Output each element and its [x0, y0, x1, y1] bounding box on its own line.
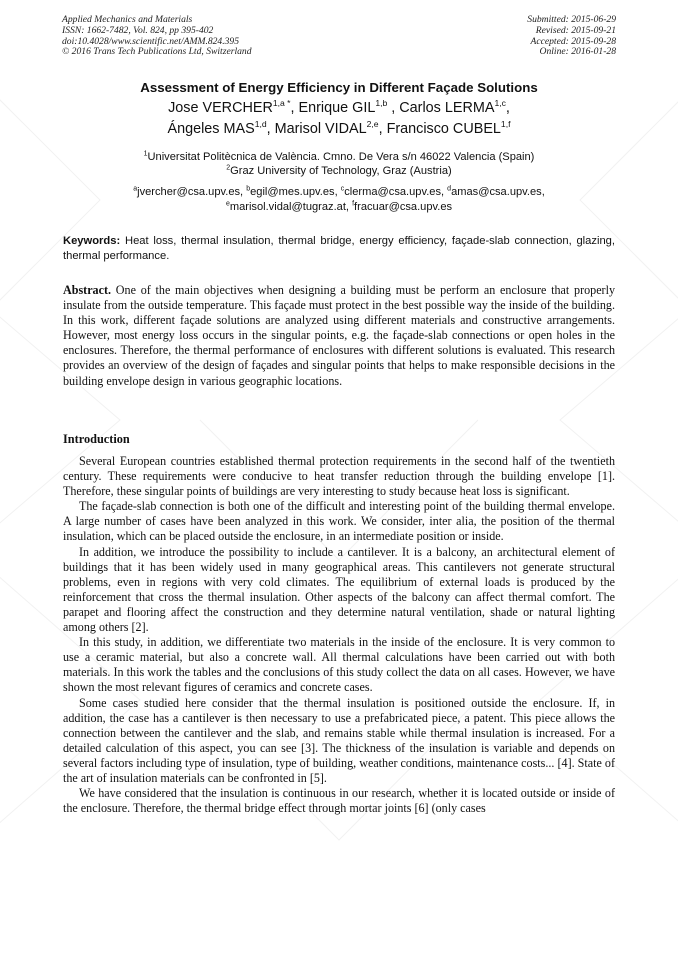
- author-sup: 1,b: [375, 98, 388, 109]
- author-name: Marisol VIDAL: [274, 121, 367, 137]
- affiliation-1: [0, 151, 678, 163]
- email-line-2: $^e$marisol.vidal@tugraz.at, $^f$fracuar@csa.upv.es: [225, 200, 453, 213]
- email-sup: a: [133, 185, 138, 193]
- author-name: Carlos LERMA: [399, 100, 495, 116]
- email-link[interactable]: amas@csa.upv.es: [451, 186, 542, 198]
- body-paragraph: In addition, we introduce the possibility to include a cantilever. It is a balcony, an architectural element of buildings that it has been widely used in many geographical areas. This cantilevers not generate structural problems, even in regions with very cold climates. The equilibrium of external loads is produced by the reinforcement that cross the thermal insulation. Other aspects of the balcony can affect thermal comfort. The parapet and flooring affect the construction and they determine natural ventilation, shade or natural lighting among others [2].: [63, 544, 615, 635]
- author-separator: ,: [387, 100, 400, 116]
- body-paragraph: In this study, in addition, we differentiate two materials in the inside of the enclosure. It is very common to use a ceramic material, but also a concrete wall. All thermal calculations have been carried out with both materials. In this work the tables and the conclusions of this study collect the data on all cases. However, we have shown the most relevant figures of ceramics and concrete cases.: [63, 635, 615, 695]
- email-sup: e: [225, 200, 230, 208]
- abstract-block: [63, 283, 615, 389]
- affiliation-sup: 1: [143, 150, 148, 158]
- author-name: Ángeles MAS: [167, 121, 255, 137]
- abstract-label: Abstract.: [63, 283, 112, 297]
- introduction-body: [63, 454, 615, 816]
- author-name: Jose VERCHER: [168, 100, 273, 116]
- affiliation-2: [0, 165, 678, 177]
- author-separator: ,: [266, 121, 275, 137]
- email-link[interactable]: egil@mes.upv.es: [250, 186, 335, 198]
- author-sup: 1,c: [494, 98, 506, 109]
- body-paragraph: We have considered that the insulation is continuous in our research, whether it is located outside or inside of the enclosure. Therefore, the thermal bridge effect through mortar joints [6] (only cases: [63, 786, 615, 816]
- journal-issn: ISSN: 1662-7482, Vol. 824, pp 395-402: [62, 24, 214, 36]
- author-line-2: [0, 121, 678, 137]
- affiliation-sup: 2: [226, 164, 231, 172]
- date-online: Online: 2016-01-28: [539, 46, 616, 58]
- email-sup: d: [447, 185, 452, 193]
- author-name: Francisco CUBEL: [386, 121, 501, 137]
- date-accepted: Accepted: 2015-09-28: [530, 35, 616, 47]
- keywords-label: Keywords:: [63, 235, 121, 247]
- paper-title: Assessment of Energy Efficiency in Different Façade Solutions: [140, 80, 538, 95]
- author-sup: 2,e: [366, 119, 379, 130]
- email-link[interactable]: clerma@csa.upv.es: [344, 186, 441, 198]
- author-name: Enrique GIL: [298, 100, 376, 116]
- affiliation-text: Universitat Politècnica de València. Cmno. De Vera s/n 46022 Valencia (Spain): [147, 151, 535, 163]
- abstract-text: One of the main objectives when designing a building must be perform an enclosure that properly insulate from the outside temperature. This façade must protect in the best possible way the inside of the building. In this work, different façade solutions are analyzed using different materials and constructive arrangements. However, most energy loss occurs in the singular points, e.g. the façade-slab connections or open holes in the enclosures. Therefore, the thermal performance of enclosures with different solutions is evaluated. This research provides an overview of the design of façades and singular points that helps to make responsible decisions in the building envelope design in various geographic locations.: [63, 283, 615, 388]
- email-sup: b: [246, 185, 251, 193]
- email-line-1: $^a$jvercher@csa.upv.es, $^b$egil@mes.upv.es, $^c$clerma@csa.upv.es, $^d$amas@csa.upv.es,: [133, 185, 545, 198]
- author-sup: 1,d: [254, 119, 267, 130]
- journal-doi: doi:10.4028/www.scientific.net/AMM.824.395: [62, 35, 240, 47]
- body-paragraph: Some cases studied here consider that the thermal insulation is positioned outside the enclosure. If, in addition, the case has a cantilever is then necessary to use a prefabricated piece, a patent. This piece allows the connection between the cantilever and the slab, and remains stable while thermal insulation is increased. For a detailed calculation of this aspect, you can see [3]. The thickness of the insulation is variable and depends on several factors including type of insulation, type of building, weather conditions, maintenance costs... [4]. State of the art of insulation materials can be confronted in [5].: [63, 695, 615, 785]
- date-revised: Revised: 2015-09-21: [535, 24, 616, 36]
- email-link[interactable]: marisol.vidal@tugraz.at: [229, 201, 346, 213]
- email-sup: f: [352, 200, 355, 208]
- author-line-1: [0, 100, 678, 116]
- publication-dates: [527, 15, 616, 58]
- author-sup: 1,a *: [272, 98, 291, 109]
- date-submitted: Submitted: 2015-06-29: [527, 14, 616, 25]
- author-separator: ,: [505, 100, 510, 116]
- journal-info: [62, 15, 252, 58]
- email-sup: c: [340, 185, 345, 193]
- journal-copyright: © 2016 Trans Tech Publications Ltd, Switzerland: [62, 46, 252, 58]
- author-separator: ,: [378, 121, 387, 137]
- body-paragraph: The façade-slab connection is both one of the difficult and interesting point of the building thermal envelope. A large number of cases have been analyzed in this work. We consider, inter alia, the position of the thermal insulation, which can be placed outside the enclosure, in an intermediate position or inside.: [63, 499, 615, 544]
- email-link[interactable]: jvercher@csa.upv.es: [137, 186, 241, 198]
- keywords-text: Heat loss, thermal insulation, thermal bridge, energy efficiency, façade-slab connection, glazing, thermal performance.: [63, 235, 616, 262]
- body-paragraph: Several European countries established thermal protection requirements in the second half of the twentieth century. These requirements were conducive to heat transfer reduction through the building envelope [1]. Therefore, these singular points of buildings are very interesting to study because heat loss is significant.: [63, 454, 615, 499]
- affiliation-text: Graz University of Technology, Graz (Austria): [230, 165, 452, 177]
- journal-name: Applied Mechanics and Materials: [62, 14, 193, 25]
- keywords-block: [63, 234, 615, 264]
- author-sup: 1,f: [500, 119, 511, 130]
- author-separator: ,: [290, 100, 299, 116]
- email-link[interactable]: fracuar@csa.upv.es: [354, 201, 453, 213]
- section-heading-introduction: Introduction: [63, 432, 130, 446]
